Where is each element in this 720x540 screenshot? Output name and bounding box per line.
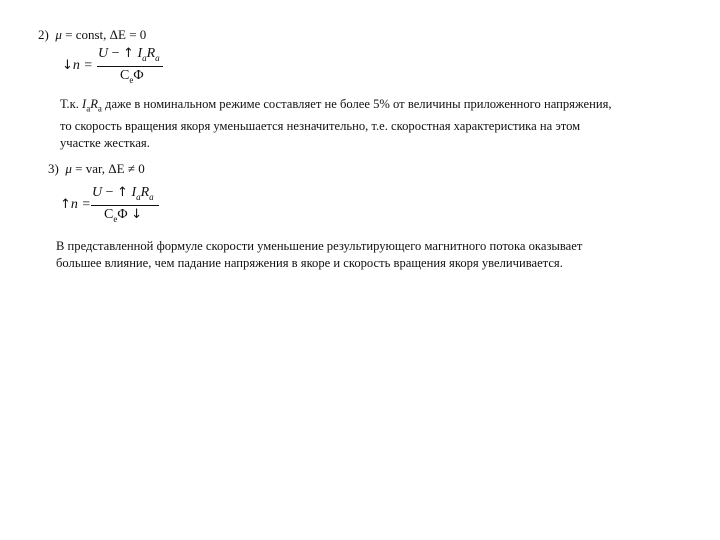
case2-condition bbox=[38, 27, 146, 43]
case3-fraction-bar bbox=[91, 205, 159, 206]
down-arrow-icon: ↓ bbox=[62, 58, 73, 73]
case2-explanation-line2: то скорость вращения якоря уменьшается незначительно, т.е. скоростная характеристика на этом bbox=[60, 118, 581, 133]
case3-formula bbox=[60, 185, 170, 229]
case2-formula-denominator: $C_e\Phi$ bbox=[120, 68, 144, 85]
case3-explanation bbox=[56, 238, 706, 272]
case2-mu: μ bbox=[55, 27, 62, 42]
case3-mu: μ bbox=[65, 161, 72, 176]
case2-formula bbox=[62, 46, 172, 90]
case2-explanation bbox=[60, 96, 700, 152]
case3-number: 3) bbox=[48, 161, 59, 176]
case3-formula-numerator: U − ↑ $I_aR_a$ bbox=[92, 185, 154, 202]
case2-condition-text: = const, ΔE = 0 bbox=[61, 27, 147, 42]
case3-formula-lhs: ↑n = bbox=[60, 197, 91, 212]
case2-formula-lhs: ↓n = bbox=[62, 58, 93, 73]
up-arrow-icon: ↑ bbox=[60, 197, 71, 212]
case3-formula-denominator: $C_e\Phi$ ↓ bbox=[104, 207, 142, 224]
case3-explanation-line2: большее влияние, чем падание напряжения в якоре и скорость вращения якоря увеличивается. bbox=[56, 256, 563, 270]
case3-explanation-line1: В представленной формуле скорости уменьшение результирующего магнитного потока оказывает bbox=[56, 239, 583, 253]
case2-explanation-line3: участке жесткая. bbox=[60, 135, 150, 150]
case2-fraction-bar bbox=[97, 66, 163, 67]
case3-condition bbox=[48, 161, 145, 177]
case3-condition-text: = var, ΔE ≠ 0 bbox=[71, 161, 145, 176]
case2-explanation-line1: Т.к. $I_aR_a$ даже в номинальном режиме составляет не более 5% от величины приложенного напряжения, bbox=[60, 97, 612, 114]
up-arrow-icon: ↑ bbox=[117, 185, 128, 200]
case2-formula-numerator: U − ↑ $I_aR_a$ bbox=[98, 46, 160, 63]
case2-number: 2) bbox=[38, 27, 49, 42]
down-arrow-icon: ↓ bbox=[131, 207, 142, 222]
up-arrow-icon: ↑ bbox=[123, 46, 134, 61]
